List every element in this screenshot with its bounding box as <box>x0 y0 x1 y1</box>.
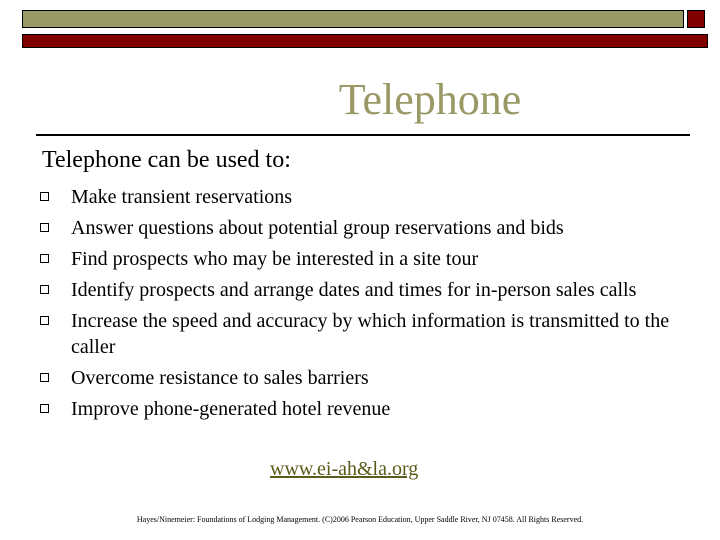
list-item <box>40 215 680 241</box>
header-olive-bar <box>22 10 684 28</box>
list-item <box>40 308 680 360</box>
bullet-text: Increase the speed and accuracy by which information is transmitted to the caller <box>71 310 670 358</box>
hollow-square-bullet-icon <box>40 316 49 325</box>
header-maroon-bar <box>22 34 708 48</box>
list-item <box>40 184 680 210</box>
bullet-text: Improve phone-generated hotel revenue <box>71 398 391 420</box>
list-item <box>40 365 680 391</box>
bullet-text: Make transient reservations <box>71 186 293 208</box>
list-item <box>40 396 680 422</box>
hollow-square-bullet-icon <box>40 285 49 294</box>
copyright-footer: Hayes/Ninemeier: Foundations of Lodging Management. (C)2006 Pearson Education, Upper Saddle River, NJ 07458. All Rights Reserved. <box>136 515 584 524</box>
hollow-square-bullet-icon <box>40 223 49 232</box>
slide-intro: Telephone can be used to: <box>42 147 291 173</box>
hollow-square-bullet-icon <box>40 254 49 263</box>
hollow-square-bullet-icon <box>40 192 49 201</box>
hollow-square-bullet-icon <box>40 404 49 413</box>
bullet-text: Identify prospects and arrange dates and times for in-person sales calls <box>71 279 637 301</box>
hollow-square-bullet-icon <box>40 373 49 382</box>
title-divider <box>36 134 690 136</box>
website-link[interactable]: www.ei-ah&la.org <box>270 458 419 480</box>
list-item <box>40 277 680 303</box>
bullet-text: Answer questions about potential group reservations and bids <box>71 217 564 239</box>
bullet-text: Overcome resistance to sales barriers <box>71 367 369 389</box>
decorative-header-bars <box>22 10 708 38</box>
bullet-text: Find prospects who may be interested in a site tour <box>71 248 479 270</box>
header-corner-square <box>687 10 705 28</box>
slide-title: Telephone <box>338 75 522 124</box>
bullet-list <box>40 184 680 427</box>
list-item <box>40 246 680 272</box>
